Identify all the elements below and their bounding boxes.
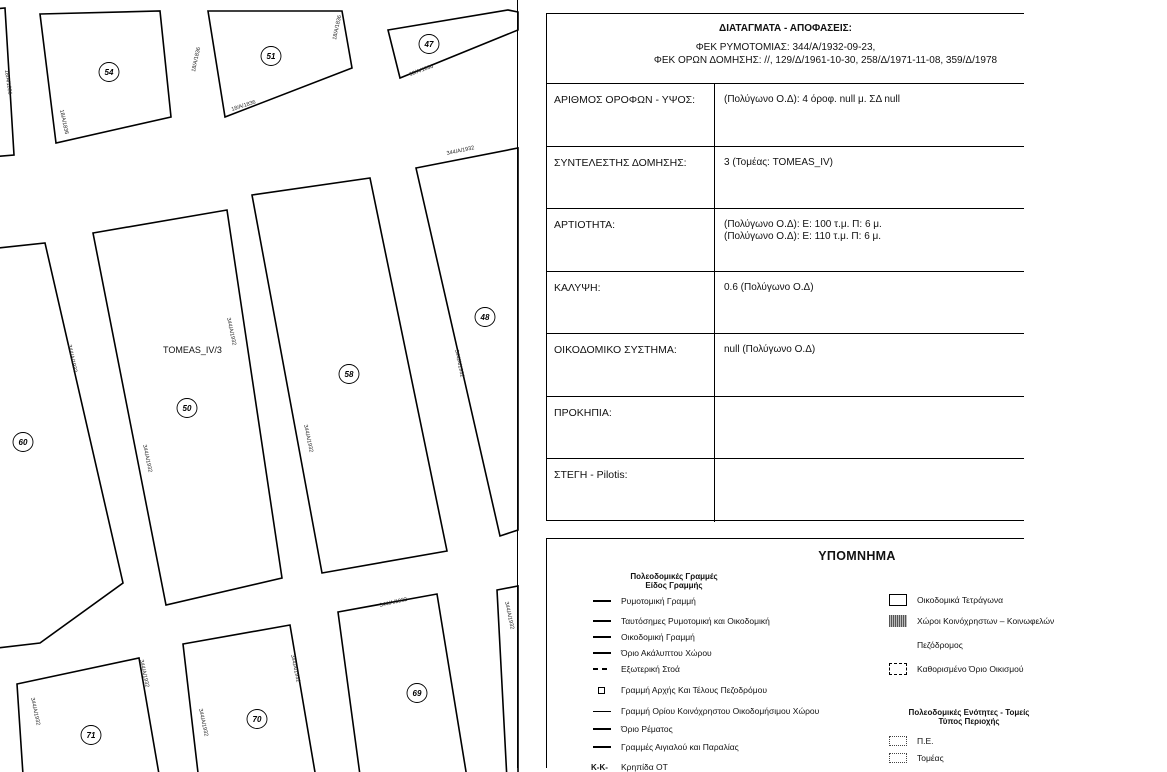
thin-line-symbol-icon (591, 707, 613, 715)
info-row-orofoi (547, 84, 1024, 147)
legend-item-label: Κρηπίδα ΟΤ (621, 762, 668, 772)
legend-item (591, 616, 770, 626)
legend-item (591, 685, 767, 695)
hatch-symbol-icon (889, 615, 907, 627)
legend-item-label: Όριο Ρέματος (621, 724, 673, 734)
legend-item-label: Οικοδομική Γραμμή (621, 632, 695, 642)
legend-item (889, 594, 1003, 606)
dotted-box-symbol-icon (889, 753, 907, 763)
info-header (547, 14, 1024, 84)
legend-item (889, 639, 963, 651)
row-label: ΠΡΟΚΗΠΙΑ: (547, 397, 715, 459)
block-number[interactable]: 50 (182, 404, 192, 413)
info-row-systima (547, 334, 1024, 397)
block-outline-51 (208, 11, 352, 117)
edge-label: 18/A/1836 (332, 14, 344, 41)
row-label: ΟΙΚΟΔΟΜΙΚΟ ΣΥΣΤΗΜΑ: (547, 334, 715, 396)
edge-label: 18/A/1836 (58, 109, 70, 135)
blank-symbol-icon (889, 639, 907, 651)
legend-item-label: Ταυτόσημες Ρυμοτομική και Οικοδομική (621, 616, 770, 626)
legend-item-label: Γραμμές Αιγιαλού και Παραλίας (621, 742, 739, 752)
edge-label: 18/A/1836 (191, 46, 203, 73)
info-row-stegi (547, 459, 1024, 522)
legend-item (591, 664, 680, 674)
block-number[interactable]: 47 (424, 40, 434, 49)
legend-item-label: Οικοδομικά Τετράγωνα (917, 595, 1004, 605)
legend-item-label: Ρυμοτομική Γραμμή (621, 596, 696, 606)
row-value (715, 397, 1024, 459)
legend-item-label: Γραμμή Ορίου Κοινόχρηστου Οικοδομήσιμου Χώρου (621, 706, 820, 716)
cadastral-map[interactable] (0, 0, 518, 768)
legend-item (889, 663, 1023, 675)
dashed-box-symbol-icon (889, 663, 907, 675)
legend-item (591, 724, 673, 734)
legend-title: ΥΠΟΜΝΗΜΑ (818, 549, 896, 563)
edge-label: 18/A/1836 (230, 99, 257, 113)
block-outline-47 (388, 10, 518, 78)
legend-item-label: Όριο Ακάλυπτου Χώρου (621, 648, 712, 658)
block-number[interactable]: 69 (412, 689, 422, 698)
legend-panel (546, 538, 1055, 772)
edge-label: 18/A/1836 (3, 69, 13, 96)
legend-right-heading: Πολεοδομικές Ενότητες - Τομείς Τύπος Περιοχής (908, 708, 1030, 726)
block-number[interactable]: 60 (18, 438, 28, 447)
legend-item-label: Πεζόδρομος (917, 640, 963, 650)
info-line-rymotomia: ΦΕΚ ΡΥΜΟΤΟΜΙΑΣ: 344/Α/1932-09-23, (695, 42, 876, 53)
edge-label: 344/A/1932 (302, 424, 314, 453)
legend-item (591, 632, 695, 642)
row-value: 0.6 (Πολύγωνο Ο.Δ) (724, 281, 814, 293)
line-symbol-icon (591, 633, 613, 641)
dotted-box-symbol-icon (889, 736, 907, 746)
legend-item-label: Εξωτερική Στοά (621, 664, 680, 674)
dashed-line-symbol-icon (591, 665, 613, 673)
row-label: ΑΡΤΙΟΤΗΤΑ: (547, 209, 715, 271)
line-symbol-icon (591, 617, 613, 625)
info-title: ΔΙΑΤΑΓΜΑΤΑ - ΑΠΟΦΑΣΕΙΣ: (719, 23, 852, 34)
info-row-artiotita (547, 209, 1024, 272)
edge-label: 344/A/1932 (29, 697, 41, 726)
edge-label: 344/A/1932 (138, 659, 150, 688)
info-line-oroi-domisis: ΦΕΚ ΟΡΩΝ ΔΟΜΗΣΗΣ: //, 129/Δ/1961-10-30, 258/Δ/1971-11-08, 359/Δ/1978 (653, 55, 998, 66)
legend-left-heading: Πολεοδομικές Γραμμές Είδος Γραμμής (630, 572, 718, 590)
edge-label: 344/A/1932 (141, 444, 153, 473)
legend-item-label: Τομέας (917, 753, 944, 763)
row-value (715, 459, 1024, 522)
edge-label: 18/A/1836 (408, 63, 435, 78)
row-label: ΣΤΕΓΗ - Pilotis: (547, 459, 715, 522)
edge-label: 344/A/1932 (289, 654, 301, 683)
legend-item (889, 736, 934, 746)
row-label: ΣΥΝΤΕΛΕΣΤΗΣ ΔΟΜΗΣΗΣ: (547, 147, 715, 209)
block-outline-69 (338, 594, 469, 772)
legend-item (889, 615, 1054, 627)
kk-symbol: Κ-Κ- (591, 763, 608, 772)
legend-item (591, 648, 712, 658)
edge-label: 344/A/1932 (453, 349, 465, 378)
row-value: null (Πολύγωνο Ο.Δ) (724, 344, 816, 355)
row-label: ΚΑΛΥΨΗ: (547, 272, 715, 334)
edge-label: 344/A/1932 (197, 708, 209, 737)
row-value: 3 (Τομέας: TOMEAS_IV) (724, 156, 834, 168)
row-value: (Πολύγωνο Ο.Δ): Ε: 100 τ.μ. Π: 6 μ. (Πολύγωνο Ο.Δ): Ε: 110 τ.μ. Π: 6 μ. (724, 219, 882, 242)
legend-item (591, 706, 819, 716)
line-symbol-icon (591, 725, 613, 733)
block-number[interactable]: 71 (86, 731, 96, 740)
row-label: ΑΡΙΘΜΟΣ ΟΡΟΦΩΝ - ΥΨΟΣ: (547, 84, 715, 146)
legend-item (889, 753, 944, 763)
zone-label: TOMEAS_IV/3 (163, 345, 222, 355)
row-value: (Πολύγωνο Ο.Δ): 4 όροφ. null μ. ΣΔ null (724, 94, 900, 105)
legend-item-label: Π.Ε. (917, 736, 934, 746)
line-symbol-icon (591, 649, 613, 657)
legend-item (591, 596, 696, 606)
legend-item-label: Χώροι Κοινόχρηστων – Κοινωφελών (917, 616, 1055, 626)
edge-label: 344/A/1932 (446, 145, 475, 157)
legend-item (591, 762, 668, 772)
block-number[interactable]: 51 (266, 52, 276, 61)
line-symbol-icon (591, 743, 613, 751)
legend-item-label: Καθορισμένο Όριο Οικισμού (917, 664, 1024, 674)
block-outline-70 (183, 625, 318, 772)
edge-label: 344/A/1932 (503, 601, 515, 630)
info-row-kalypsi (547, 272, 1024, 335)
block-number[interactable]: 70 (252, 715, 262, 724)
line-symbol-icon (591, 597, 613, 605)
legend-item-label: Γραμμή Αρχής Και Τέλους Πεζοδρόμου (621, 685, 767, 695)
edge-label: 344/A/1932 (379, 596, 408, 609)
square-symbol-icon (591, 686, 613, 694)
info-row-prokipia (547, 397, 1024, 460)
block-symbol-icon (889, 594, 907, 606)
block-number[interactable]: 58 (344, 370, 354, 379)
edge-label: 344/A/1932 (66, 344, 78, 373)
info-panel (546, 13, 1024, 521)
edge-label: 344/A/1932 (225, 317, 237, 346)
block-number[interactable]: 54 (104, 68, 114, 77)
info-row-syntelestis (547, 147, 1024, 210)
block-number[interactable]: 48 (480, 313, 490, 322)
legend-item (591, 742, 739, 752)
